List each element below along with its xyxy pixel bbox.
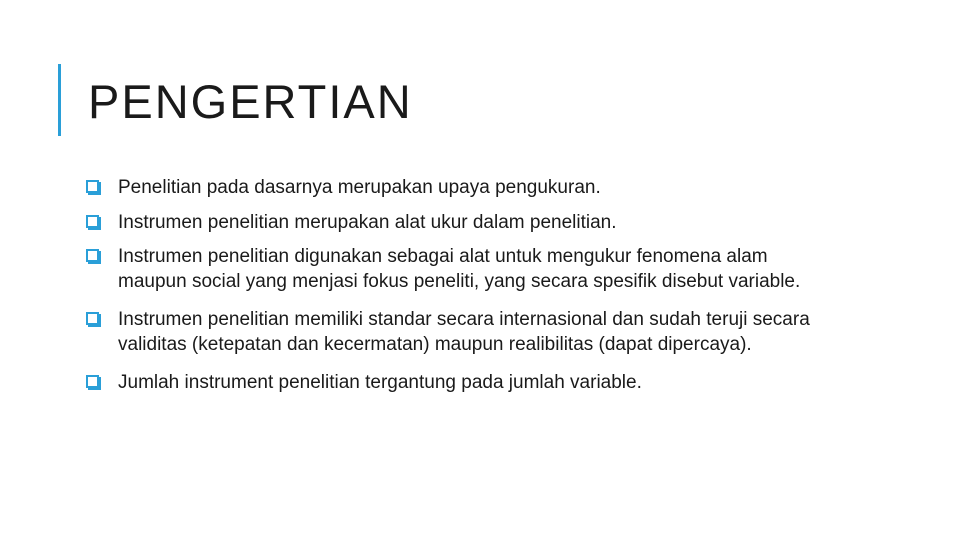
- bullet-text: Instrumen penelitian digunakan sebagai alat untuk mengukur fenomena alam maupun social yang menjasi fokus peneliti, yang secara spesifik disebut variable.: [118, 246, 801, 292]
- checkbox-square-icon: [86, 180, 99, 193]
- checkbox-square-icon: [86, 312, 99, 325]
- checkbox-square-icon: [86, 249, 99, 262]
- bullet-text: Penelitian pada dasarnya merupakan upaya pengukuran.: [118, 177, 601, 198]
- bullet-text: Jumlah instrument penelitian tergantung pada jumlah variable.: [118, 372, 642, 393]
- list-item: [86, 176, 836, 201]
- list-item: [86, 371, 836, 396]
- bullet-list: [86, 176, 836, 396]
- checkbox-square-icon: [86, 375, 99, 388]
- bullet-text: Instrumen penelitian merupakan alat ukur dalam penelitian.: [118, 211, 617, 233]
- bullet-text: Instrumen penelitian memiliki standar secara internasional dan sudah teruji secara validitas (ketepatan dan kecermatan) maupun realibilitas (dapat dipercaya).: [118, 309, 810, 355]
- list-item: [86, 308, 836, 357]
- slide-title: PENGERTIAN: [88, 75, 413, 128]
- title-accent-bar: [58, 64, 61, 136]
- checkbox-square-icon: [86, 215, 99, 228]
- list-item: [86, 211, 836, 236]
- list-item: [86, 245, 836, 294]
